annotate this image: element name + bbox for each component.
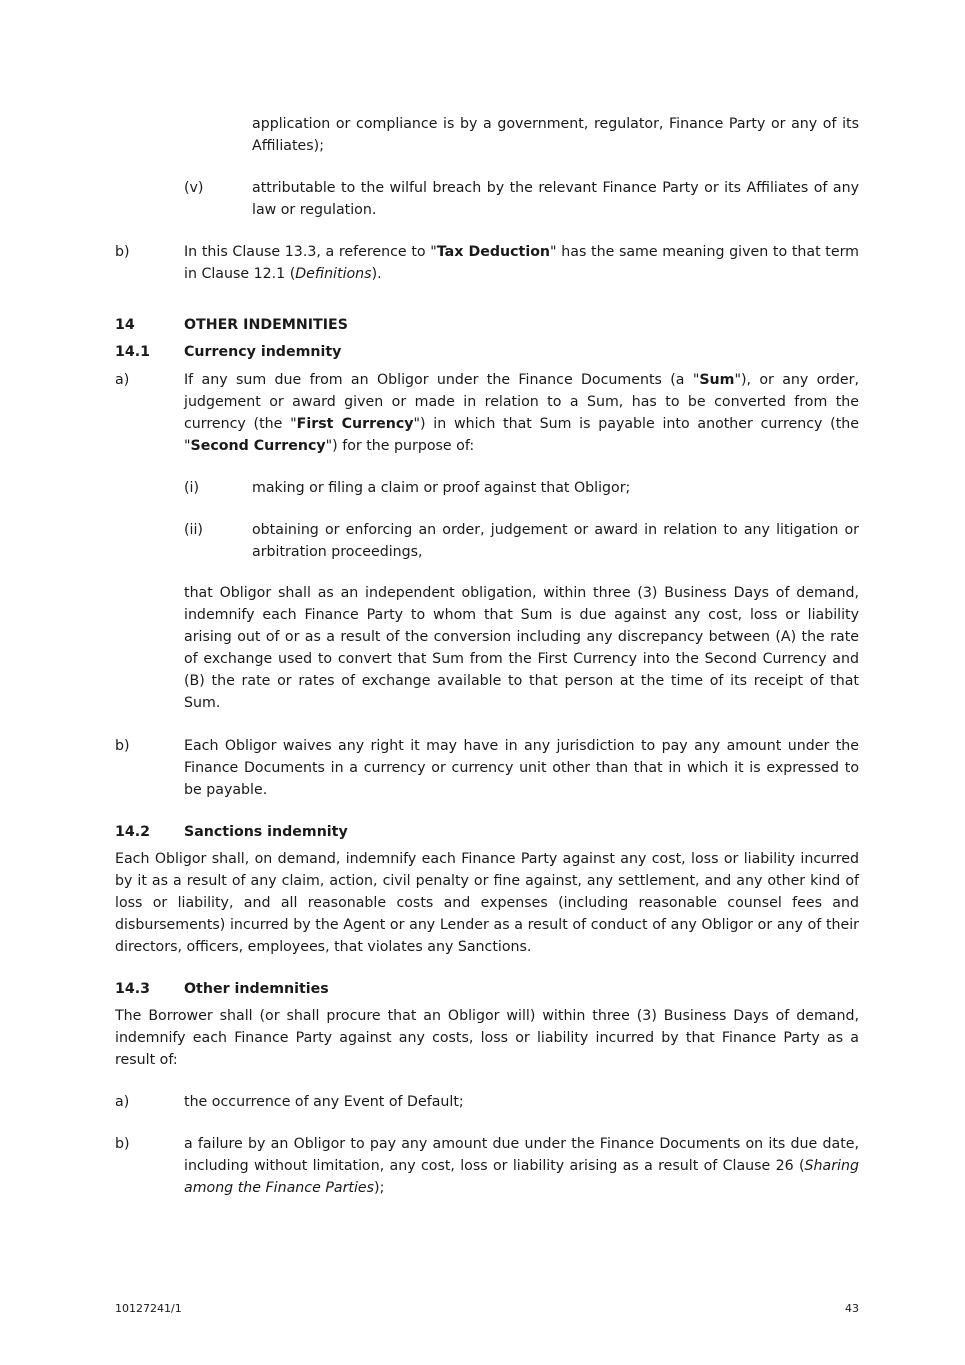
s143-b-text: [184, 1133, 859, 1199]
section-14-3-number: 14.3: [115, 981, 151, 997]
s141-a-t2: "), or any order, judgement or award given or made in relation to a Sum, has to be converted from the currency (the ": [184, 372, 859, 432]
s141-a-text: [184, 369, 859, 457]
s143-b-pre: a failure by an Obligor to pay any amount due under the Finance Documents on its due date, including without limitation, any cost, loss or liability arising as a result of Clause 26 (: [184, 1136, 859, 1174]
footer-page-number: 43: [845, 1302, 859, 1315]
clause-14-number: 14: [115, 317, 135, 333]
s141-a-term-second-currency: Second Currency: [190, 438, 326, 454]
s141-ii-text: obtaining or enforcing an order, judgement or award in relation to any litigation or arbitration proceedings,: [252, 522, 859, 560]
s141-i-text: making or filing a claim or proof against that Obligor;: [252, 480, 631, 496]
b133-mid: " has the same meaning given to that term in Clause 12.1 (: [184, 244, 860, 282]
s141-ii-label: (ii): [184, 522, 203, 538]
s141-tail-text: that Obligor shall as an independent obligation, within three (3) Business Days of demand, indemnify each Finance Party to whom that Sum is due against any cost, loss or liability arising out of or as a result of the conversion including any discrepancy between (A) the rate of exchange used to convert that Sum from the First Currency into the Second Currency and (B) the rate or rates of exchange available to that person at the time of its receipt of that Sum.: [184, 585, 859, 711]
s143-a-label: a): [115, 1094, 130, 1110]
s141-a-term-first-currency: First Currency: [296, 416, 414, 432]
item-iv-text: application or compliance is by a government, regulator, Finance Party or any of its Affiliates);: [252, 116, 859, 154]
section-14-2-number: 14.2: [115, 824, 151, 840]
s141-a-label: a): [115, 372, 130, 388]
s141-i-label: (i): [184, 480, 200, 496]
item-v-label: (v): [184, 180, 204, 196]
s141-a-t4: ") for the purpose of:: [325, 438, 475, 454]
s143-a-text: the occurrence of any Event of Default;: [184, 1094, 464, 1110]
clause-14-title: OTHER INDEMNITIES: [184, 317, 348, 333]
section-14-1-number: 14.1: [115, 344, 151, 360]
s141-a-term-sum: Sum: [699, 372, 735, 388]
item-iv-continuation: [252, 113, 859, 157]
section-14-3-title: Other indemnities: [184, 981, 329, 997]
s143-b-label: b): [115, 1136, 130, 1152]
b133-post: ).: [371, 266, 382, 282]
section-14-2-title: Sanctions indemnity: [184, 824, 348, 840]
item-v-text: attributable to the wilful breach by the relevant Finance Party or its Affiliates of any law or regulation.: [252, 180, 859, 218]
s143-b-post: );: [374, 1180, 385, 1196]
s141-a-t3: ") in which that Sum is payable into another currency (the ": [184, 416, 859, 454]
footer-doc-ref: 10127241/1: [115, 1302, 182, 1315]
clause-13-3-b-text: [184, 241, 859, 285]
s141-a-t1: If any sum due from an Obligor under the Finance Documents (a ": [184, 372, 700, 388]
s143-b-italic: Sharing among the Finance Parties: [184, 1158, 859, 1196]
b133-italic: Definitions: [295, 266, 372, 282]
section-14-1-title: Currency indemnity: [184, 344, 342, 360]
s141-b-label: b): [115, 738, 130, 754]
b133-defined-term: Tax Deduction: [436, 244, 551, 260]
s142-text: Each Obligor shall, on demand, indemnify each Finance Party against any cost, loss or liability incurred by it as a result of any claim, action, civil penalty or fine against, any settlement, and any other kind of loss or liability, and all reasonable costs and expenses (including reasonable counsel fees and disbursements) incurred by the Agent or any Lender as a result of conduct of any Obligor or any of their directors, officers, employees, that violates any Sanctions.: [115, 851, 859, 955]
s141-b-text: Each Obligor waives any right it may have in any jurisdiction to pay any amount under the Finance Documents in a currency or currency unit other than that in which it is expressed to be payable.: [184, 738, 859, 798]
clause-13-3-b-label: b): [115, 244, 130, 260]
s143-text: The Borrower shall (or shall procure that an Obligor will) within three (3) Business Days of demand, indemnify each Finance Party against any costs, loss or liability incurred by that Finance Party as a result of:: [115, 1008, 859, 1068]
b133-pre: In this Clause 13.3, a reference to ": [184, 244, 437, 260]
